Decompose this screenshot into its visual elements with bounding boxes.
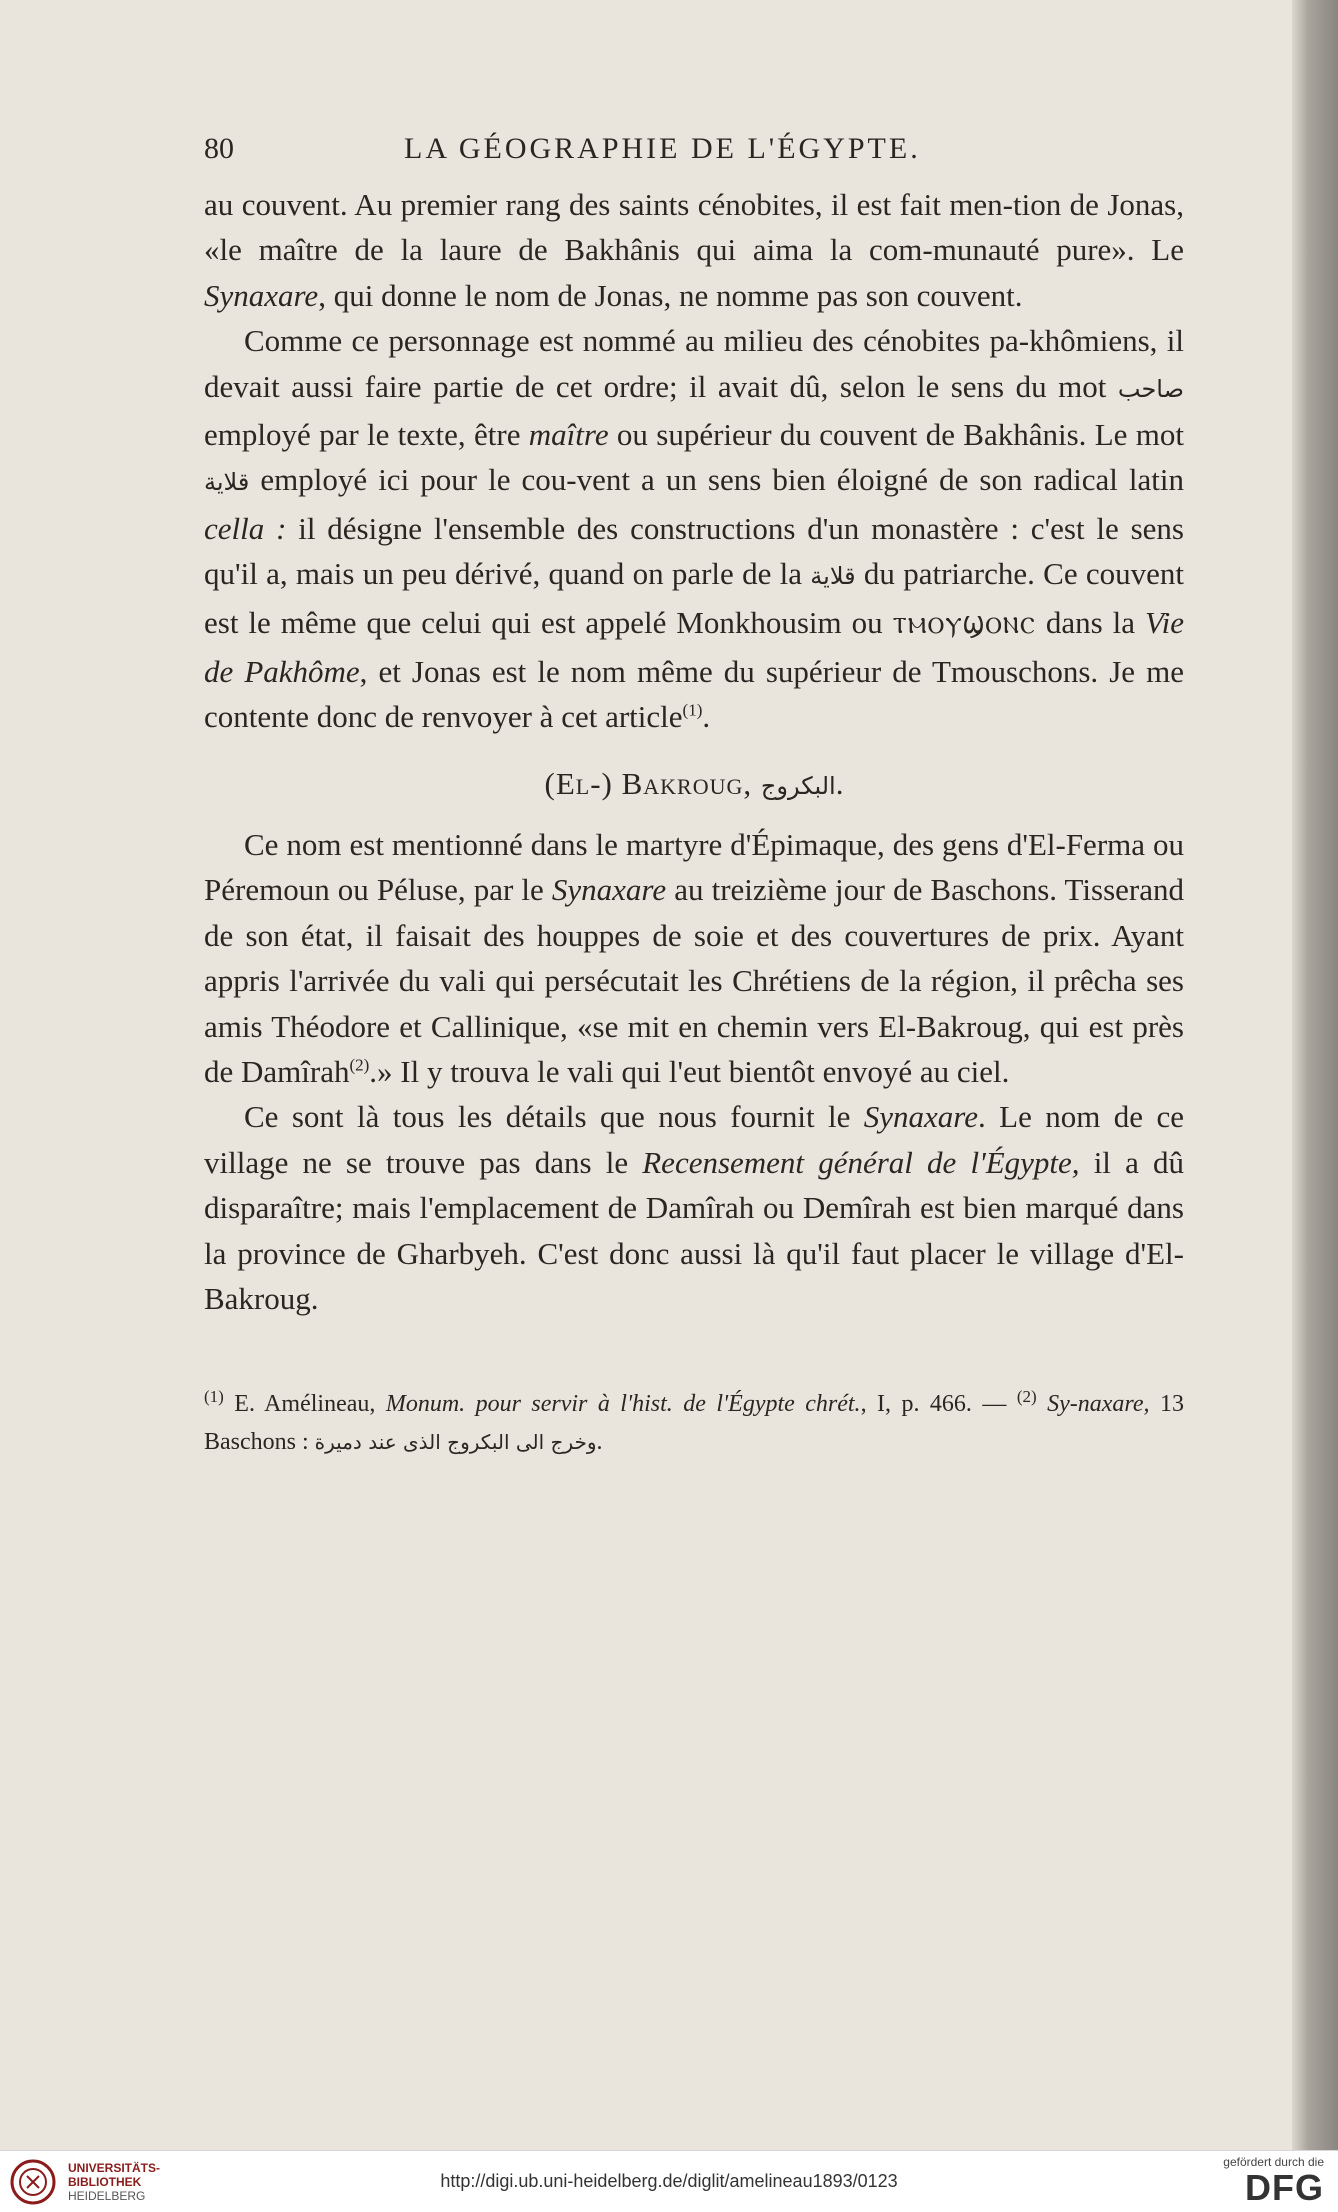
text-span: il a dû disparaître; mais l'emplacement de Damîrah ou Demîrah est bien marqué dans la province de Gharbyeh. C'est donc aussi là qu'il faut placer le village d'El-Bakroug. <box>204 1144 1184 1316</box>
text-span: employé ici pour le cou-vent a un sens bien éloigné de son radical latin <box>249 462 1184 498</box>
footnote-ref: (2) <box>349 1055 370 1075</box>
paragraph-4 <box>204 1094 1184 1321</box>
text-span: dans la <box>1035 604 1145 640</box>
text-span: du patriarche. Ce couvent est le même que celui qui est appelé Monkhousim ou <box>204 556 1184 640</box>
running-title: LA GÉOGRAPHIE DE L'ÉGYPTE. <box>404 132 921 165</box>
entry-heading <box>204 766 1184 802</box>
footnote-ref: (1) <box>682 701 703 721</box>
footnote-text: E. Amélineau, <box>223 1391 386 1418</box>
italic-span: Vie de Pakhôme <box>204 604 1184 690</box>
text-span: . Le nom de ce village ne se trouve pas dans le <box>204 1099 1184 1180</box>
italic-span: maître <box>528 417 609 453</box>
paragraph-2 <box>204 318 1184 740</box>
footnote-text: , I, p. 466. — <box>860 1391 1017 1418</box>
funding-note: gefördert durch die <box>1223 2155 1324 2169</box>
italic-span: Synaxare <box>863 1099 978 1135</box>
coptic-word: ⲦⲘⲞⲨϢⲞⲚⲤ <box>892 612 1036 639</box>
text-block <box>204 132 1184 1461</box>
entry-arabic: البكروج <box>760 771 836 800</box>
permalink-url[interactable]: http://digi.ub.uni-heidelberg.de/diglit/amelineau1893/0123 <box>440 2171 898 2191</box>
footnote-text: . <box>596 1429 603 1456</box>
running-head <box>204 132 1184 182</box>
university-line: HEIDELBERG <box>68 2189 146 2203</box>
university-line: BIBLIOTHEK <box>68 2175 142 2189</box>
italic-span: cella : <box>204 510 287 546</box>
footnote-arabic: وخرج الى البكروج الذى عند دميرة <box>314 1430 597 1455</box>
paragraph-1 <box>204 182 1184 318</box>
italic-span: Synaxare <box>551 872 667 908</box>
footnote-mark: (2) <box>1016 1387 1037 1407</box>
page-number: 80 <box>204 132 234 165</box>
university-line: UNIVERSITÄTS- <box>68 2161 161 2175</box>
dfg-logo: DFG <box>1245 2167 1324 2208</box>
text-span: , qui donne le nom de Jonas, ne nomme pas son couvent. <box>318 277 1023 313</box>
footnotes <box>204 1385 1184 1461</box>
footnote-italic: Monum. pour servir à l'hist. de l'Égypte chrét. <box>385 1391 861 1418</box>
text-span: .» Il y trouva le vali qui l'eut bientôt envoyé au ciel. <box>369 1053 1010 1089</box>
text-span: Comme ce personnage est nommé au milieu des cénobites pa-khômiens, il devait aussi faire partie de cet ordre; il avait dû, selon le sens du mot <box>204 323 1184 404</box>
text-span: ou supérieur du couvent de Bakhânis. Le mot <box>608 417 1184 453</box>
italic-span: Synaxare <box>204 277 319 313</box>
scan-edge-strip <box>1292 0 1338 2150</box>
text-span: . <box>702 699 711 735</box>
text-span: au couvent. Au premier rang des saints cénobites, il est fait men-tion de Jonas, «le maître de la laure de Bakhânis qui aima la com-munauté pure». Le <box>204 187 1184 268</box>
arabic-word: قلاية <box>810 562 856 591</box>
italic-span: Recensement général de l'Égypte, <box>642 1144 1080 1180</box>
entry-end: . <box>835 765 844 801</box>
text-span: il désigne l'ensemble des constructions d'un monastère : c'est le sens qu'il a, mais un peu dérivé, quand on parle de la <box>204 510 1184 592</box>
text-span: Ce sont là tous les détails que nous fournit le <box>244 1099 864 1135</box>
viewer-footer <box>0 2150 1338 2212</box>
text-span: au treizième jour de Baschons. Tisserand de son état, il faisait des houppes de soie et des couvertures de prix. Ayant appris l'arrivée du vali qui persécutait les Chrétiens de la région, il prêcha ses amis Théodore et Callinique, «se mit en chemin vers El-Bakroug, qui est près de Damîrah <box>204 872 1184 1089</box>
arabic-word: صاحب <box>1117 374 1184 403</box>
entry-label: (El-) Bakroug, <box>544 765 753 801</box>
text-span: Ce nom est mentionné dans le martyre d'Épimaque, des gens d'El-Ferma ou Péremoun ou Péluse, par le <box>204 826 1184 908</box>
arabic-word: قلاية <box>204 468 250 497</box>
text-span: employé par le texte, être <box>204 417 529 453</box>
footnote-text: 13 Baschons : <box>204 1391 1184 1456</box>
funder-block <box>1223 2155 1324 2207</box>
footnote-italic: Sy-naxare, <box>1036 1391 1150 1418</box>
text-span: , et Jonas est le nom même du supérieur de Tmouschons. Je me contente donc de renvoyer à cet article <box>204 654 1184 735</box>
paragraph-3 <box>204 822 1184 1094</box>
footnote-mark: (1) <box>204 1387 224 1407</box>
